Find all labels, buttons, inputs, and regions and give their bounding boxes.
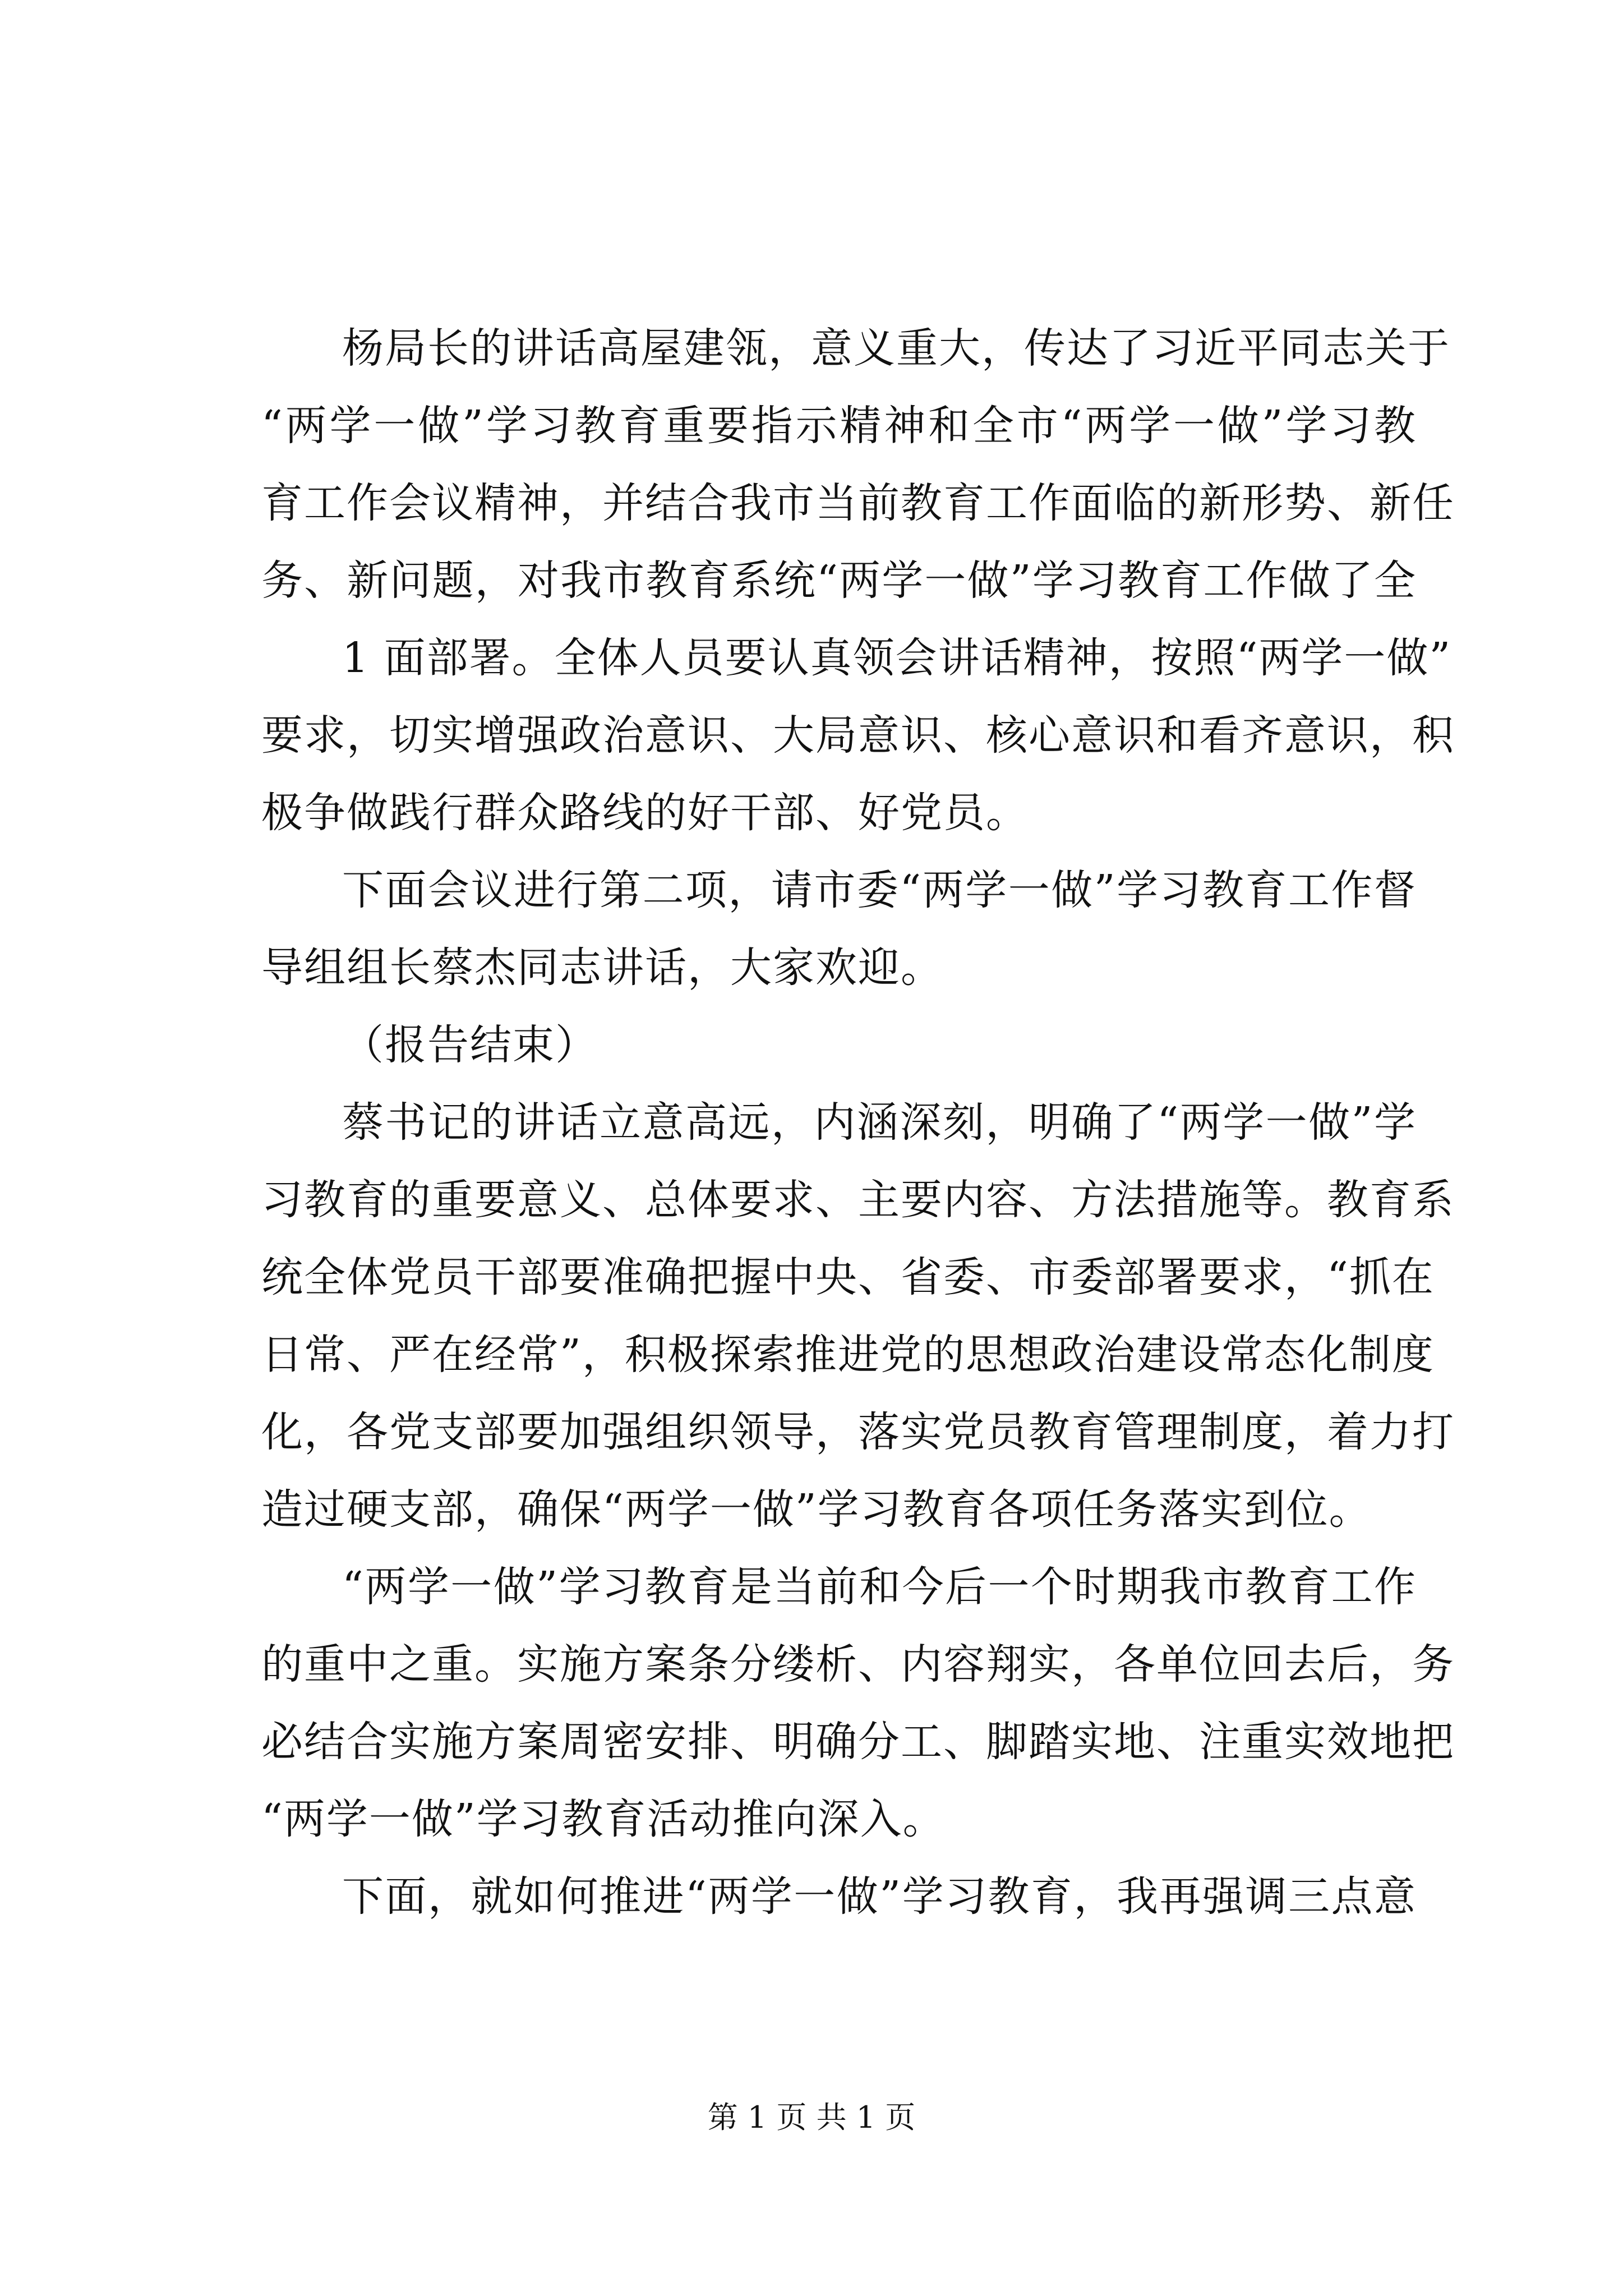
paragraph-line: 必结合实施方案周密安排、明确分工、脚踏实地、注重实效地把 — [261, 1718, 1455, 1766]
paragraph-line: 日常、严在经常”，积极探索推进党的思想政治建设常态化制度 — [261, 1331, 1435, 1379]
paragraph-line: 极争做践行群众路线的好干部、好党员。 — [261, 789, 1029, 837]
paragraph-line: 要求，切实增强政治意识、大局意识、核心意识和看齐意识，积 — [261, 711, 1455, 760]
paragraph-line: 化，各党支部要加强组织领导，落实党员教育管理制度，着力打 — [261, 1408, 1455, 1456]
paragraph-line: 务、新问题，对我市教育系统“两学一做”学习教育工作做了全 — [261, 556, 1417, 605]
paragraph-line: 的重中之重。实施方案条分缕析、内容翔实，各单位回去后，务 — [261, 1640, 1455, 1688]
paragraph-line: 下面，就如何推进“两学一做”学习教育，我再强调三点意 — [342, 1872, 1417, 1921]
paragraph-line: 导组组长蔡杰同志讲话，大家欢迎。 — [261, 944, 943, 992]
paragraph-line: 造过硬支部，确保“两学一做”学习教育各项任务落实到位。 — [261, 1485, 1372, 1534]
paragraph-line: 统全体党员干部要准确把握中央、省委、市委部署要求，“抓在 — [261, 1253, 1435, 1301]
paragraph-line: 下面会议进行第二项，请市委“两学一做”学习教育工作督 — [342, 866, 1417, 914]
paragraph-line: “两学一做”学习教育活动推向深入。 — [261, 1795, 946, 1843]
paragraph-line: 习教育的重要意义、总体要求、主要内容、方法措施等。教育系 — [261, 1176, 1455, 1224]
paragraph-line: 1 面部署。全体人员要认真领会讲话精神，按照“两学一做” — [342, 634, 1452, 682]
paragraph-line: 杨局长的讲话高屋建瓴，意义重大，传达了习近平同志关于 — [342, 324, 1450, 372]
page-footer: 第 1 页 共 1 页 — [707, 2100, 916, 2135]
paragraph-line: “两学一做”学习教育重要指示精神和全市“两学一做”学习教 — [261, 402, 1417, 450]
paragraph-line: 育工作会议精神，并结合我市当前教育工作面临的新形势、新任 — [261, 479, 1455, 527]
paragraph-line: 蔡书记的讲话立意高远，内涵深刻，明确了“两学一做”学 — [342, 1098, 1417, 1147]
paragraph-line: （报告结束） — [342, 1021, 598, 1069]
paragraph-line: “两学一做”学习教育是当前和今后一个时期我市教育工作 — [342, 1563, 1417, 1611]
